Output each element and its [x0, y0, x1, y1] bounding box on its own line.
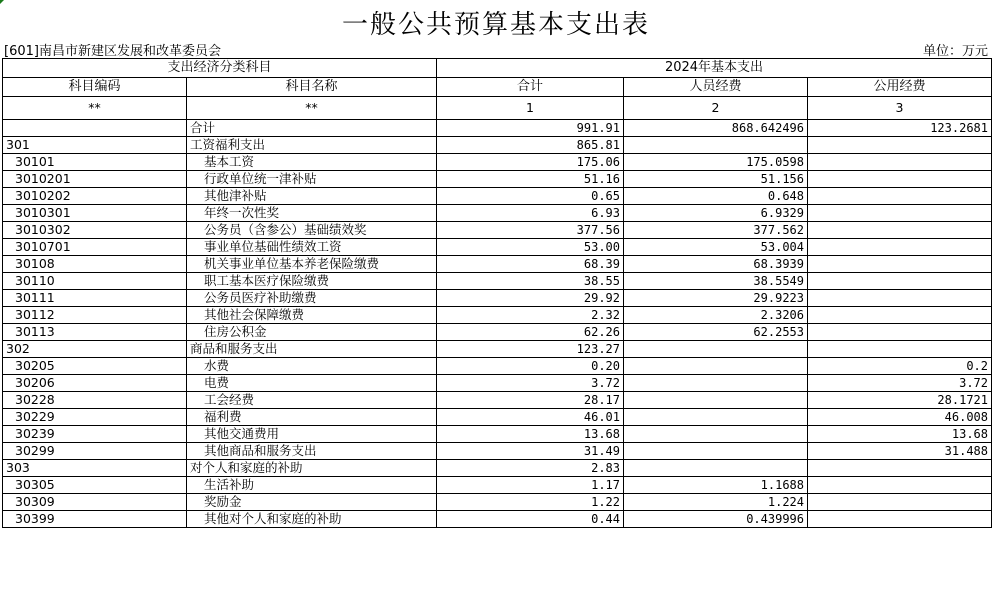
cell-public: 46.008 [808, 409, 992, 426]
cell-total: 2.83 [437, 460, 624, 477]
page-title: 一般公共预算基本支出表 [341, 10, 650, 40]
table-row [3, 239, 992, 256]
cell-code: 3010202 [3, 188, 187, 205]
table-row [3, 188, 992, 205]
cell-personnel: 29.9223 [624, 290, 808, 307]
cell-public [808, 137, 992, 154]
cell-code: 30229 [3, 409, 187, 426]
cell-name: 职工基本医疗保险缴费 [187, 273, 437, 290]
cell-personnel: 1.224 [624, 494, 808, 511]
cell-personnel: 377.562 [624, 222, 808, 239]
index-public: 3 [808, 97, 992, 120]
cell-personnel: 1.1688 [624, 477, 808, 494]
cell-name: 商品和服务支出 [187, 341, 437, 358]
cell-total: 28.17 [437, 392, 624, 409]
header-personnel: 人员经费 [624, 78, 808, 97]
cell-code: 30206 [3, 375, 187, 392]
table-row [3, 205, 992, 222]
cell-total: 175.06 [437, 154, 624, 171]
cell-public [808, 256, 992, 273]
cell-public [808, 188, 992, 205]
cell-personnel: 2.3206 [624, 307, 808, 324]
cell-code: 301 [3, 137, 187, 154]
cell-total: 991.91 [437, 120, 624, 137]
index-name: ** [187, 97, 437, 120]
header-row-columns [3, 78, 992, 97]
table-row [3, 358, 992, 375]
cell-public [808, 494, 992, 511]
cell-name: 其他社会保障缴费 [187, 307, 437, 324]
unit-label: 单位：万元 [922, 44, 988, 59]
table-row [3, 443, 992, 460]
cell-total: 51.16 [437, 171, 624, 188]
cell-public: 0.2 [808, 358, 992, 375]
cell-total: 13.68 [437, 426, 624, 443]
table-row [3, 392, 992, 409]
cell-public: 28.1721 [808, 392, 992, 409]
cell-code: 30228 [3, 392, 187, 409]
cell-name: 奖励金 [187, 494, 437, 511]
cell-public [808, 307, 992, 324]
cell-total: 1.17 [437, 477, 624, 494]
cell-code: 30111 [3, 290, 187, 307]
cell-public: 31.488 [808, 443, 992, 460]
cell-total: 6.93 [437, 205, 624, 222]
cell-code: 3010701 [3, 239, 187, 256]
cell-public [808, 154, 992, 171]
cell-name: 其他对个人和家庭的补助 [187, 511, 437, 528]
header-public: 公用经费 [808, 78, 992, 97]
cell-public [808, 477, 992, 494]
cell-code: 3010302 [3, 222, 187, 239]
cell-code: 30399 [3, 511, 187, 528]
cell-name: 事业单位基础性绩效工资 [187, 239, 437, 256]
cell-total: 123.27 [437, 341, 624, 358]
cell-personnel [624, 358, 808, 375]
cell-public [808, 290, 992, 307]
cell-total: 68.39 [437, 256, 624, 273]
table-row [3, 494, 992, 511]
cell-personnel: 62.2553 [624, 324, 808, 341]
cell-code: 3010301 [3, 205, 187, 222]
cell-name: 其他商品和服务支出 [187, 443, 437, 460]
cell-personnel [624, 341, 808, 358]
cell-code [3, 120, 187, 137]
cell-code: 303 [3, 460, 187, 477]
cell-total: 0.44 [437, 511, 624, 528]
header-name: 科目名称 [187, 78, 437, 97]
header-group-classification: 支出经济分类科目 [3, 59, 437, 78]
table-row [3, 256, 992, 273]
cell-public: 123.2681 [808, 120, 992, 137]
cell-personnel: 175.0598 [624, 154, 808, 171]
cell-total: 865.81 [437, 137, 624, 154]
cell-name: 住房公积金 [187, 324, 437, 341]
cell-name: 对个人和家庭的补助 [187, 460, 437, 477]
cell-total: 377.56 [437, 222, 624, 239]
cell-name: 工资福利支出 [187, 137, 437, 154]
cell-code: 30112 [3, 307, 187, 324]
cell-public: 13.68 [808, 426, 992, 443]
cell-name: 工会经费 [187, 392, 437, 409]
cell-personnel: 38.5549 [624, 273, 808, 290]
index-personnel: 2 [624, 97, 808, 120]
cell-code: 30110 [3, 273, 187, 290]
table-row [3, 273, 992, 290]
cell-code: 30113 [3, 324, 187, 341]
table-row [3, 375, 992, 392]
cell-code: 30309 [3, 494, 187, 511]
cell-total: 62.26 [437, 324, 624, 341]
cell-personnel: 6.9329 [624, 205, 808, 222]
cell-total: 1.22 [437, 494, 624, 511]
table-row [3, 307, 992, 324]
header-code: 科目编码 [3, 78, 187, 97]
cell-personnel: 0.648 [624, 188, 808, 205]
cell-name: 水费 [187, 358, 437, 375]
cell-total: 29.92 [437, 290, 624, 307]
cell-personnel [624, 137, 808, 154]
cell-total: 2.32 [437, 307, 624, 324]
cell-code: 30299 [3, 443, 187, 460]
cell-code: 30108 [3, 256, 187, 273]
table-row [3, 290, 992, 307]
cell-personnel: 0.439996 [624, 511, 808, 528]
cell-code: 3010201 [3, 171, 187, 188]
header-group-year: 2024年基本支出 [437, 59, 992, 78]
cell-code: 30305 [3, 477, 187, 494]
cell-code: 30239 [3, 426, 187, 443]
table-row [3, 477, 992, 494]
table-row [3, 460, 992, 477]
cell-public [808, 460, 992, 477]
cell-public [808, 171, 992, 188]
cell-public [808, 341, 992, 358]
cell-name: 生活补助 [187, 477, 437, 494]
cell-personnel: 51.156 [624, 171, 808, 188]
cell-public [808, 273, 992, 290]
cell-code: 302 [3, 341, 187, 358]
cell-personnel [624, 443, 808, 460]
index-code: ** [3, 97, 187, 120]
cell-code: 30101 [3, 154, 187, 171]
cell-total: 38.55 [437, 273, 624, 290]
cell-personnel: 53.004 [624, 239, 808, 256]
cell-personnel: 68.3939 [624, 256, 808, 273]
cell-name: 机关事业单位基本养老保险缴费 [187, 256, 437, 273]
cell-name: 年终一次性奖 [187, 205, 437, 222]
department-label: [601]南昌市新建区发展和改革委员会 [4, 44, 221, 59]
table-row [3, 171, 992, 188]
budget-table [2, 58, 992, 528]
table-row [3, 324, 992, 341]
cell-code: 30205 [3, 358, 187, 375]
cell-total: 0.65 [437, 188, 624, 205]
header-row-index [3, 97, 992, 120]
cell-name: 公务员医疗补助缴费 [187, 290, 437, 307]
cell-personnel: 868.642496 [624, 120, 808, 137]
cell-public: 3.72 [808, 375, 992, 392]
header-total: 合计 [437, 78, 624, 97]
header-row-group [3, 59, 992, 78]
table-row [3, 426, 992, 443]
cell-total: 0.20 [437, 358, 624, 375]
table-row [3, 341, 992, 358]
cell-name: 福利费 [187, 409, 437, 426]
cell-public [808, 239, 992, 256]
table-row [3, 511, 992, 528]
cell-public [808, 205, 992, 222]
table-row [3, 409, 992, 426]
table-row [3, 120, 992, 137]
cell-name: 其他交通费用 [187, 426, 437, 443]
cell-name: 合计 [187, 120, 437, 137]
cell-name: 电费 [187, 375, 437, 392]
cell-name: 行政单位统一津补贴 [187, 171, 437, 188]
cell-personnel [624, 460, 808, 477]
table-row [3, 137, 992, 154]
cell-public [808, 324, 992, 341]
index-total: 1 [437, 97, 624, 120]
cell-total: 31.49 [437, 443, 624, 460]
cell-personnel [624, 392, 808, 409]
cell-public [808, 222, 992, 239]
table-row [3, 154, 992, 171]
cell-total: 53.00 [437, 239, 624, 256]
cell-personnel [624, 375, 808, 392]
cell-total: 46.01 [437, 409, 624, 426]
cell-name: 其他津补贴 [187, 188, 437, 205]
cell-public [808, 511, 992, 528]
info-line [4, 40, 988, 58]
cell-total: 3.72 [437, 375, 624, 392]
cell-name: 基本工资 [187, 154, 437, 171]
table-row [3, 222, 992, 239]
cell-personnel [624, 426, 808, 443]
cell-name: 公务员（含参公）基础绩效奖 [187, 222, 437, 239]
cell-personnel [624, 409, 808, 426]
